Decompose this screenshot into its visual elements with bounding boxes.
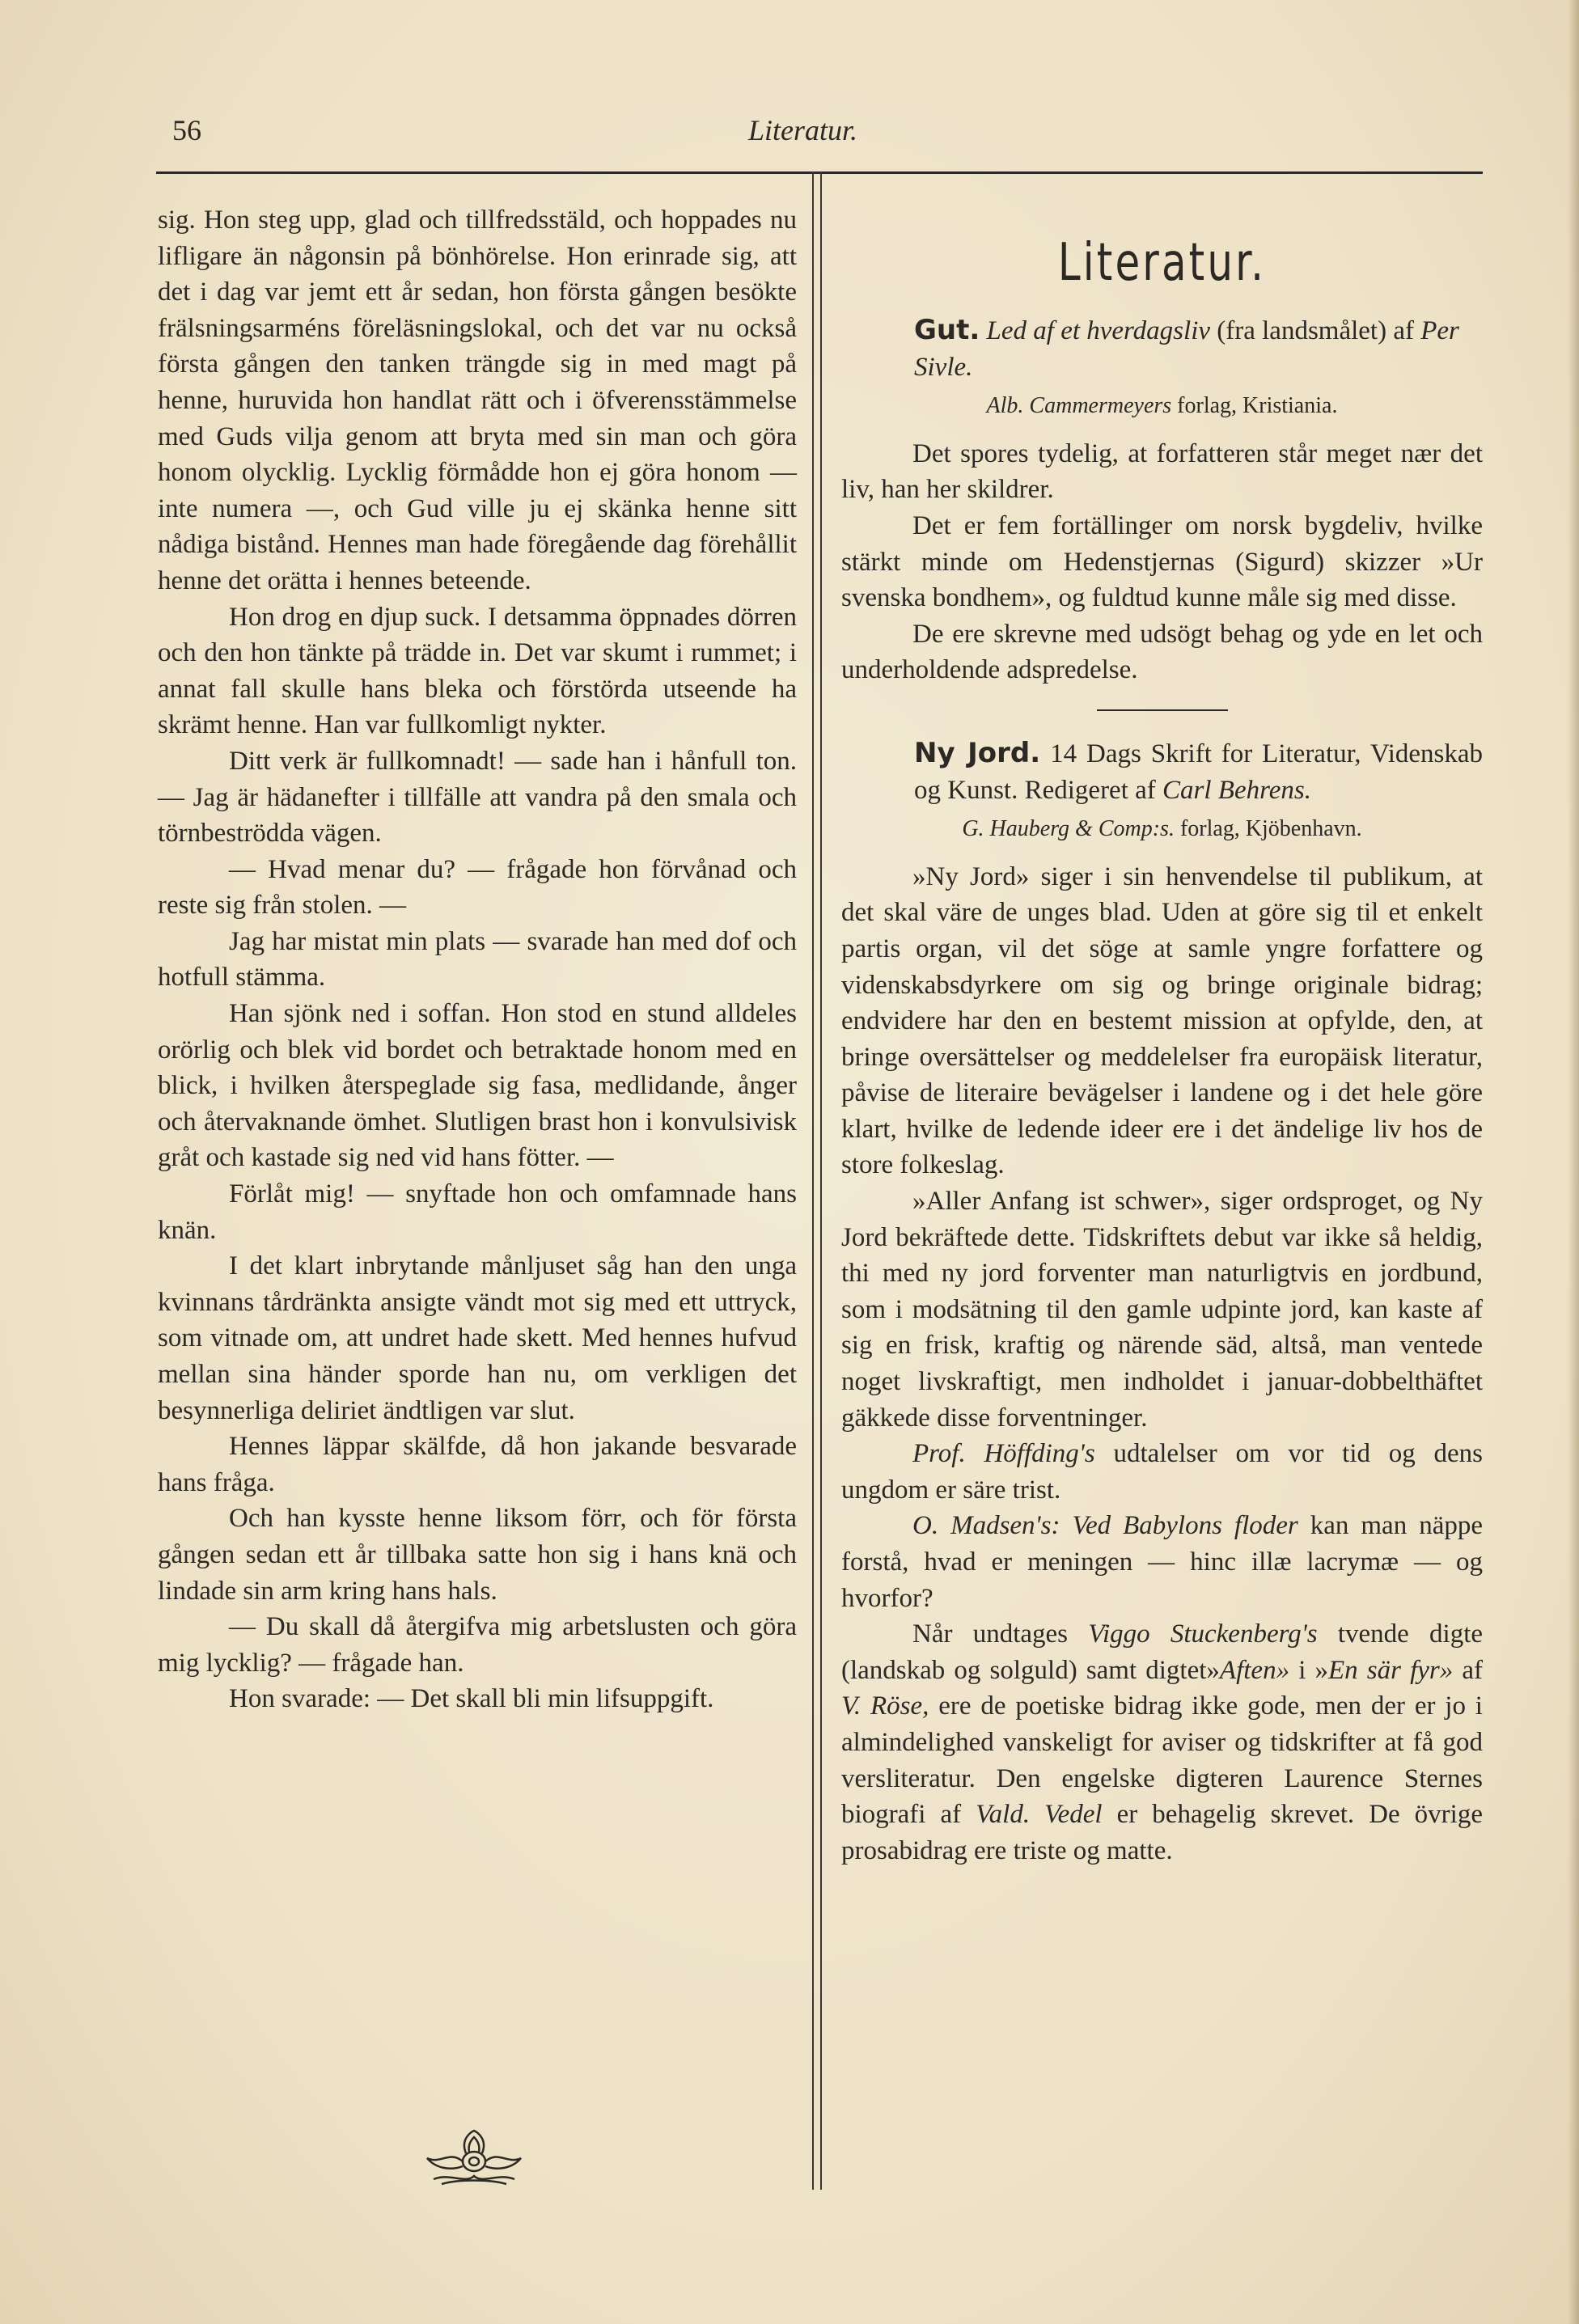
column-divider-left [812,171,814,2190]
review-heading [841,312,1483,385]
review-paragraph [841,1616,1483,1869]
book-author: Per Sivle. [914,316,1459,382]
publisher: Alb. Cammermeyers [986,393,1172,419]
publisher: G. Hauberg & Comp:s. [962,816,1175,842]
cited-work: En sär fyr» [1328,1655,1454,1685]
book-subtitle-rest: (fra landsmålet) af [1217,316,1414,345]
review-paragraph [841,1436,1483,1508]
cited-work: Aften» [1219,1655,1290,1685]
story-paragraph: Hennes läppar skälfde, då hon jakande besvarade hans fråga. [158,1432,797,1497]
cited-name: Viggo Stuckenberg's [1088,1619,1318,1649]
cited-name: Vald. Vedel [976,1800,1103,1830]
review-paragraph: »Aller Anfang ist schwer», siger ordsproget, og Ny Jord bekräftede dette. Tidskriftets debut var ikke så heldig, thi med ny jord forventer man naturligtvis en jordbund, som i modsätning til den gamle udpinte jord, kan kaste af sig en frisk, kraftig og närende säd, altså, man ventede noget livskraftigt, men indholdet i januar-dobbelthäftet gäkkede disse forventninger. [841,1187,1483,1433]
story-paragraph: Förlåt mig! — snyftade hon och omfamnade hans knän. [158,1179,797,1245]
story-paragraph: Ditt verk är fullkomnadt! — sade han i hånfull ton. — Jag är hädanefter i tillfälle att vandra på den smala och törnbeströdda vägen. [158,746,797,849]
story-paragraph: — Du skall då återgifva mig arbetslusten och göra mig lycklig? — frågade han. [158,1612,797,1678]
imprint [841,388,1483,425]
paragraph-text: tvende digte (landskab og solguld) samt digtet» [841,1619,1484,1685]
story-paragraph: Och han kysste henne liksom förr, och för första gången sedan ett år tillbaka satte hon sig i hans knä och lindade sin arm kring hans hals. [158,1504,797,1606]
story-paragraph: I det klart inbrytande månljuset såg han den unga kvinnans tårdränkta ansigte vändt mot sig med ett uttryck, som vitnade om, att undret hade skett. Med hennes hufvud mellan sina händer sporde han nu, om verkligen det besynnerliga deliriet ändtligen var slut. [158,1251,797,1425]
header-rule [156,171,1483,174]
cited-work: O. Madsen's: Ved Babylons floder [912,1511,1298,1541]
story-paragraph: Jag har mistat min plats — svarade han med dof och hotfull stämma. [158,926,797,993]
journal-editor: Carl Behrens. [1162,775,1311,805]
end-ornament-icon [417,2126,531,2191]
book-title: Gut. [914,314,980,346]
right-column [841,202,1483,1869]
section-separator [1097,709,1228,711]
section-title: Literatur. [1057,233,1267,293]
review-heading [841,735,1483,808]
left-column [158,202,797,1717]
cited-name: Prof. Höffding's [912,1439,1095,1469]
column-divider-right [820,171,822,2190]
paragraph-text: Når undtages [912,1619,1068,1649]
book-subtitle: Led af et hverdagsliv [986,316,1211,345]
imprint-rest: forlag, Kjöbenhavn. [1179,816,1362,842]
story-paragraph: Han sjönk ned i soffan. Hon stod en stund alldeles orörlig och blek vid bordet och betraktade honom med en blick, i hvilken återspeglade sig fasa, medlidande, ånger och återvaknande ömhet. Slutligen brast hon i konvulsivisk gråt och kastade sig ned vid hans fötter. — [158,999,797,1173]
paragraph-text: udtalelser om vor tid og dens ungdom er säre trist. [841,1439,1483,1505]
review-paragraph: De ere skrevne med udsögt behag og yde en let och underholdende adspredelse. [841,619,1483,685]
story-paragraph: sig. Hon steg upp, glad och tillfredsstäld, och hoppades nu lifligare än någonsin på bönhörelse. Hon erinrade sig, att det i dag var jemt ett år sedan, hon första gången besökte frälsningsarméns föreläsningslokal, och det var nu också första gången den tanken trängde sig in med magt på henne, huruvida hon handlat rätt och i öfverensstämmelse med Guds vilja genom att bryta med sin man och göra honom olycklig. Lycklig förmådde hon ej göra honom — inte numera —, och Gud ville ju ej skänka henne sitt nådiga bistånd. Hennes man hade föregående dag förehållit henne det orätta i hennes beteende. [158,205,797,595]
paragraph-text: ere de poetiske bidrag ikke gode, men der er jo i almindelighed vanskeligt for aviser og tidskrifter at få god versliteratur. Den engelske digteren Laurence Sternes biografi af [841,1691,1483,1830]
review-paragraph [841,1508,1483,1616]
story-paragraph: — Hvad menar du? — frågade hon förvånad och reste sig från stolen. — [158,854,797,921]
journal-title: Ny Jord. [914,736,1041,769]
paragraph-text: af [1462,1655,1484,1685]
page-number: 56 [172,114,201,146]
page-edge-shadow [1568,0,1579,2324]
running-title: Literatur. [748,114,858,146]
review-paragraph: »Ny Jord» siger i sin henvendelse til publikum, at det skal väre de unges blad. Uden at göre sig til et enkelt partis organ, vil det söge at samle yngre forfattere og videnskabsdyrkere om sig og bringe originale bidrag; endvidere har den en bestemt mission at opfylde, den, at bringe oversättelser og meddelelser fra europäisk literatur, påvise de literaire bevägelser i landene og i det hele göre klart, hvilke de ledende ideer ere i det ändelige liv hos de store folkeslag. [841,861,1483,1180]
cited-name: V. Röse, [841,1691,929,1721]
imprint-rest: forlag, Kristiania. [1177,393,1338,419]
paragraph-text: kan man näppe forstå, hvad er meningen — hinc illæ lacrymæ — og hvorfor? [841,1511,1483,1613]
paragraph-text: er behagelig skrevet. De övrige prosabidrag ere triste og matte. [841,1800,1483,1865]
review-paragraph: Det spores tydelig, at forfatteren står meget nær det liv, han her skildrer. [841,438,1483,505]
paragraph-text: i » [1298,1655,1328,1685]
story-paragraph: Hon svarade: — Det skall bli min lifsuppgift. [229,1684,714,1714]
journal-subtitle: 14 Dags Skrift for Literatur, Videnskab og Kunst. Redigeret af [914,739,1484,805]
imprint [841,811,1483,848]
story-paragraph: Hon drog en djup suck. I detsamma öppnades dörren och den hon tänkte på trädde in. Det var skumt i rummet; i annat fall skulle hans bleka och förstörda utseende ha skrämt henne. Han var fullkomligt nykter. [158,602,797,740]
review-paragraph: Det er fem fortällinger om norsk bygdeliv, hvilke stärkt minde om Hedenstjernas (Sigurd) skizzer »Ur svenska bondhem», og fuldtud kunne måle sig med disse. [841,510,1483,613]
